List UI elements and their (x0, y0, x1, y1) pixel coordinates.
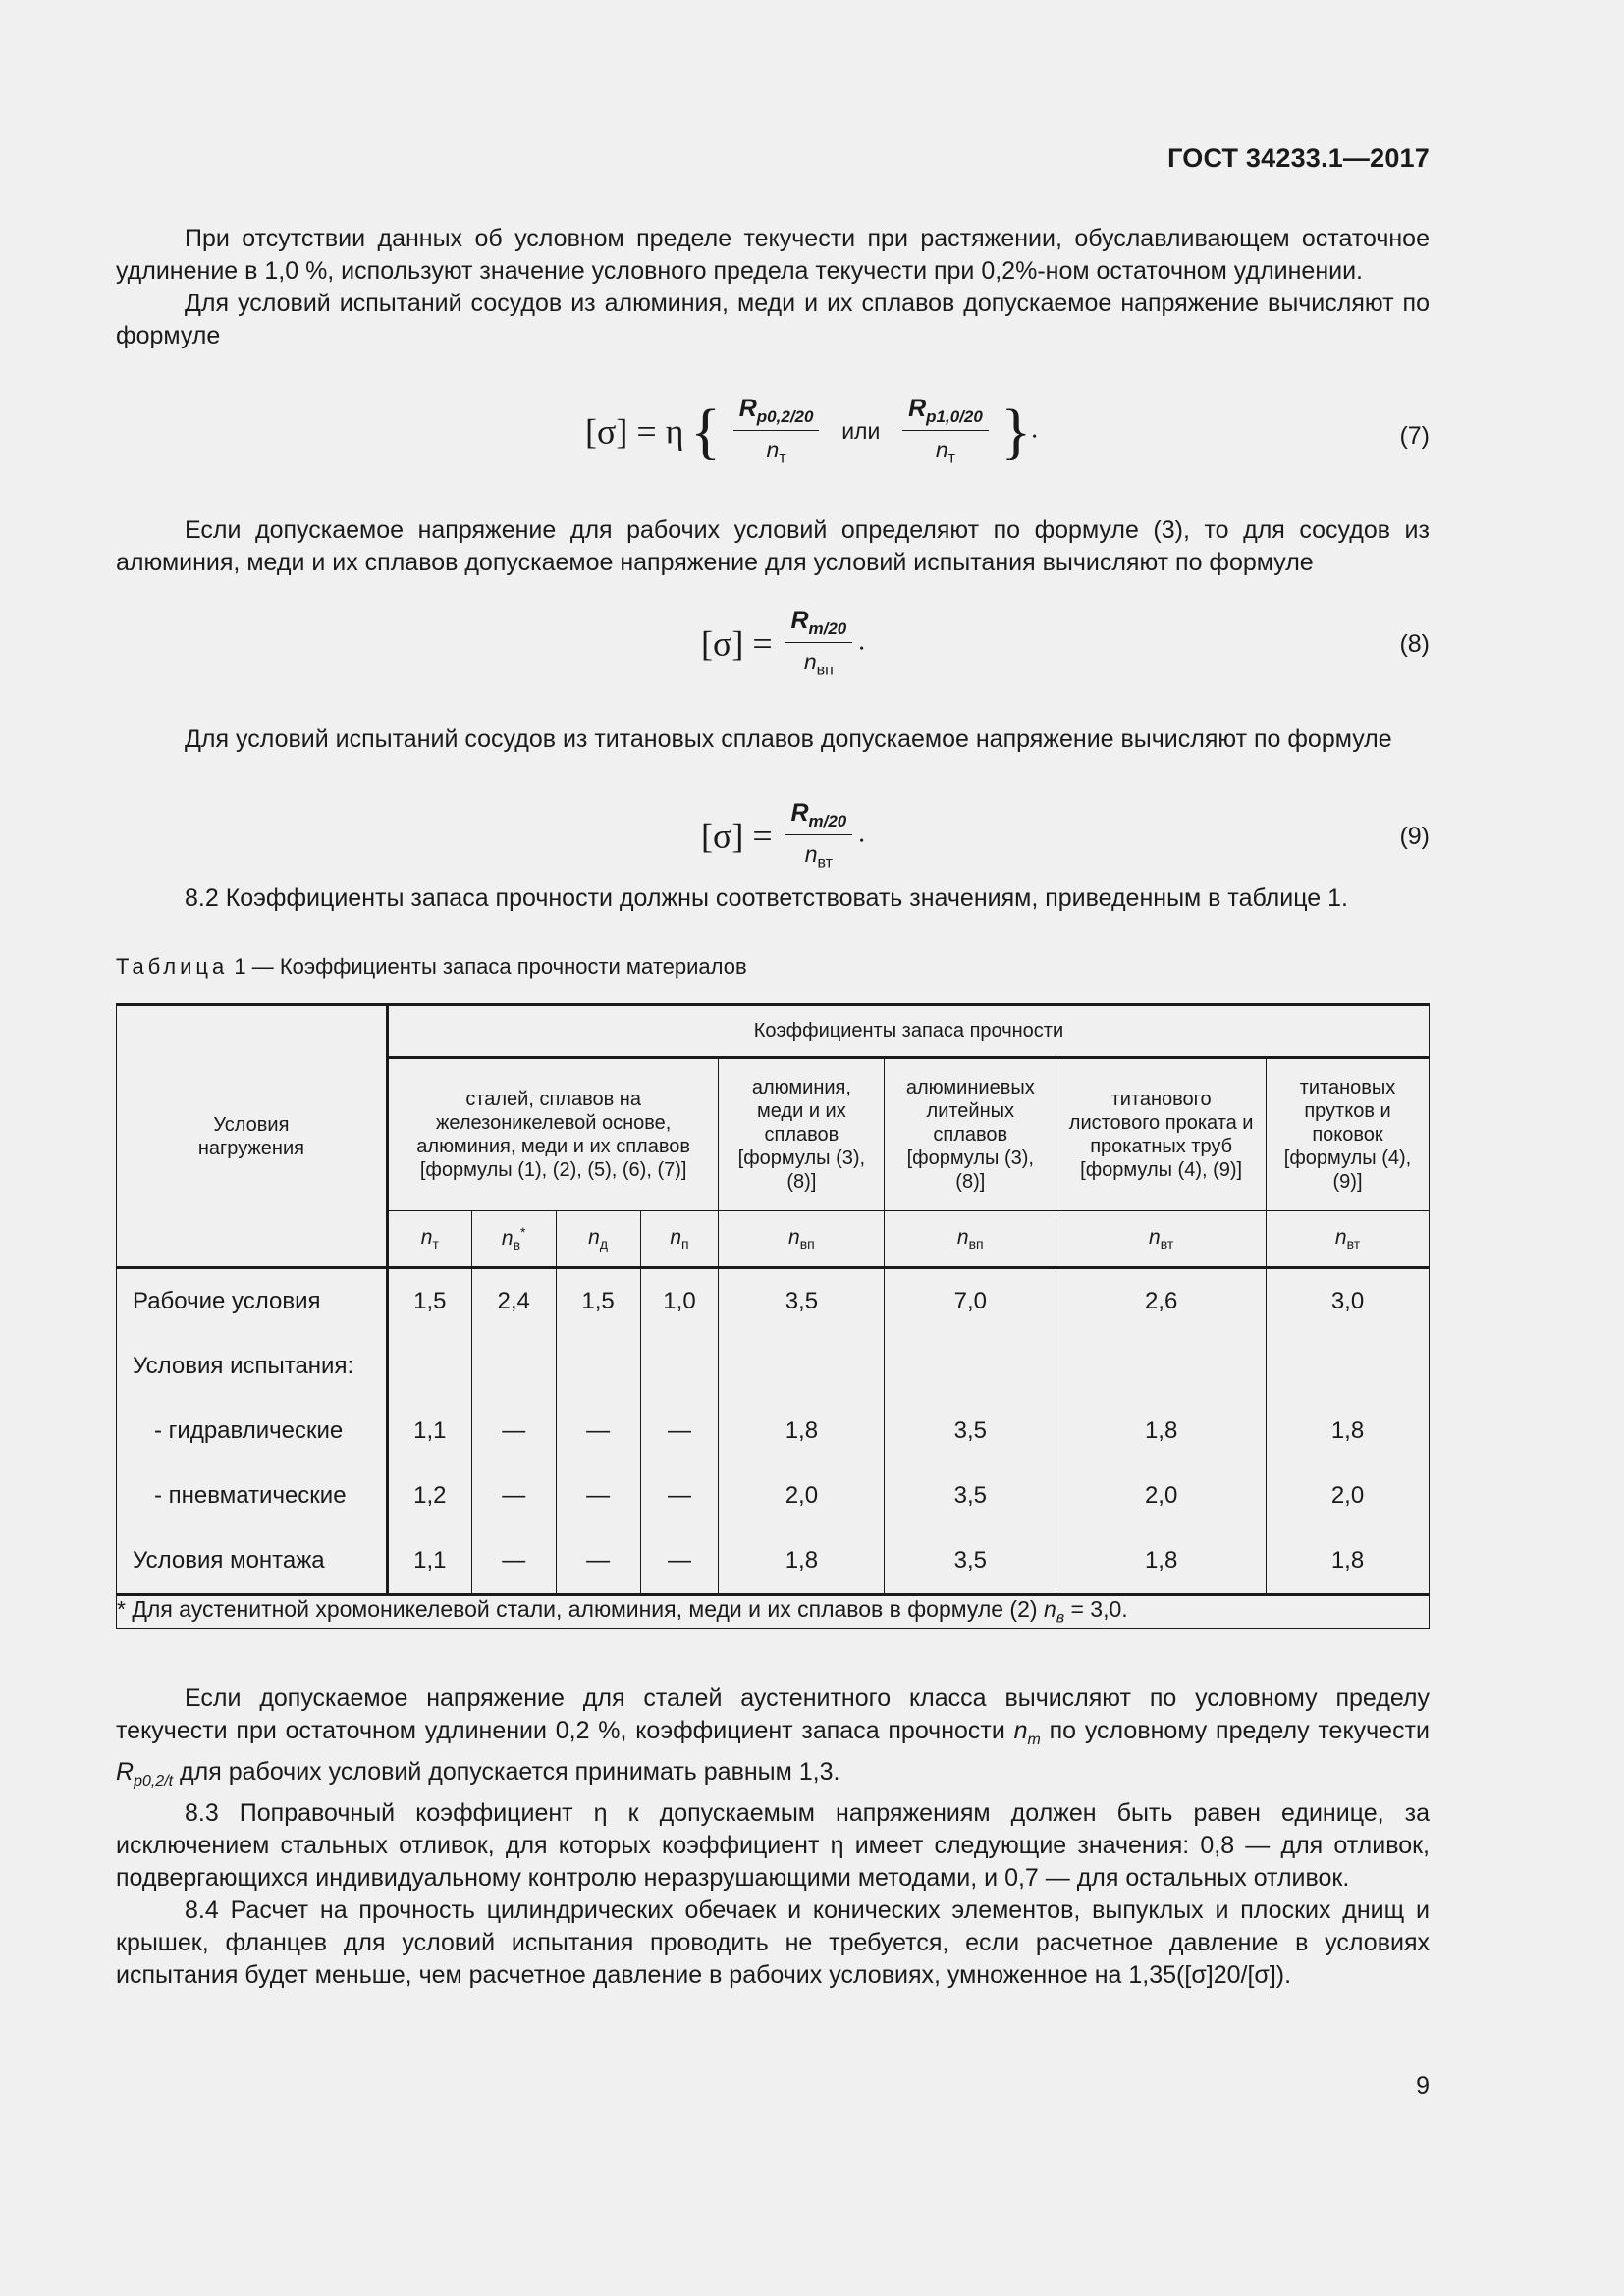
paragraph-4: Для условий испытаний сосудов из титановых сплавов допускаемое напряжение вычисляют по формуле (185, 725, 1392, 753)
equation-9: [σ] = $\frac{R_{m/20}}{n_{вт}}$ . (701, 799, 865, 872)
symbol-n-vt-2: $n_{вт}$ (1267, 1211, 1430, 1268)
header-group: Коэффициенты запаса прочности (387, 1005, 1429, 1058)
equation-7-number: (7) (1399, 422, 1430, 450)
eq7-fraction-2: $\frac{R_{p1,0/20}}{n_т}$ (902, 395, 989, 468)
eq7-or: или (841, 417, 881, 444)
table-footnote: * Для аустенитной хромоникелевой стали, алюминия, меди и их сплавов в формуле (2) $n_в = 3,0$. (117, 1595, 1430, 1629)
group-aluminium: алюминия, меди и их сплавов [формулы (3), (8)] (719, 1058, 885, 1211)
symbol-n-d: $n_д$ (556, 1211, 640, 1268)
paragraph-2: Для условий испытаний сосудов из алюминия, меди и их сплавов допускаемое напряжение вычисляют по формуле (116, 290, 1430, 349)
symbol-n-vp-2: $n_{вп}$ (885, 1211, 1056, 1268)
paragraph-6: Если допускаемое напряжение для сталей аустенитного класса вычисляют по условному пределу текучести при остаточном удлинении 0,2 %, коэффициент запаса прочности $n_т$ по условному пределу текучести $R_{p0,2/t}$ для рабочих условий допускается принимать равным 1,3. 8.3 Поправочный коэффициент η к допускаемым напряжениям должен быть равен единице, за исключением стальных отливок, для которых коэффициент η имеет следующие значения: 0,8 — для отливок, подвергающихся индивидуальному контролю неразрушающими методами, и 0,7 — для остальных отливок. 8.4 Расчет на прочность цилиндрических обечаек и конических элементов, выпуклых и плоских днищ и крышек, фланцев для условий испытания проводить не требуется, если расчетное давление в условиях испытания будет меньше, чем расчетное давление в рабочих условиях, умноженное на 1,35([σ]20/[σ]). (116, 1682, 1430, 1992)
standard-header: ГОСТ 34233.1—2017 (1167, 143, 1430, 173)
table-row: Условия испытания: (117, 1334, 1430, 1399)
paragraph-3: Если допускаемое напряжение для рабочих условий определяют по формуле (3), то для сосудов из алюминия, меди и их сплавов допускаемое напряжение для условий испытания вычисляют по формуле (116, 516, 1430, 576)
symbol-n-p: $n_п$ (640, 1211, 719, 1268)
table-row: - гидравлические 1,1 — — — 1,8 3,5 1,8 1,8 (117, 1399, 1430, 1464)
group-titanium-bars: титановых прутков и поковок [формулы (4), (9)] (1267, 1058, 1430, 1211)
paragraph-8: 8.4 Расчет на прочность цилиндрических обечаек и конических элементов, выпуклых и плоских днищ и крышек, фланцев для условий испытания проводить не требуется, если расчетное давление в условиях испытания будет меньше, чем расчетное давление в рабочих условиях, умноженное на 1,35([σ]20/[σ]). (116, 1896, 1430, 1989)
page-number: 9 (1416, 2072, 1430, 2100)
header-conditions: Условия нагружения (117, 1005, 388, 1268)
table-row: Условия монтажа 1,1 — — — 1,8 3,5 1,8 1,8 (117, 1528, 1430, 1595)
right-brace-icon: } (1001, 396, 1032, 466)
equation-7: [σ] = η { $\frac{R_{p0,2/20}}{n_т}$ или $\frac{R_{p1,0/20}}{n_т}$ }. (585, 395, 1039, 467)
symbol-n-vt-1: $n_{вт}$ (1056, 1211, 1267, 1268)
group-titanium-sheet: титанового листового проката и прокатных труб [формулы (4), (9)] (1056, 1058, 1267, 1211)
group-steel: сталей, сплавов на железоникелевой основе, алюминия, меди и их сплавов [формулы (1), (2), (5), (6), (7)] (387, 1058, 719, 1211)
symbol-n-vp-1: $n_{вп}$ (719, 1211, 885, 1268)
paragraph-5: 8.2 Коэффициенты запаса прочности должны соответствовать значениям, приведенным в таблице 1. (185, 884, 1348, 912)
equation-8: [σ] = $\frac{R_{m/20}}{n_{вп}}$ . (701, 607, 865, 679)
eq9-fraction: $\frac{R_{m/20}}{n_{вт}}$ (785, 799, 852, 873)
safety-factor-table (116, 1003, 1430, 1629)
group-cast-aluminium: алюминиевых литейных сплавов [формулы (3), (8)] (885, 1058, 1056, 1211)
paragraph-1: При отсутствии данных об условном пределе текучести при растяжении, обуславливающем остаточное удлинение в 1,0 %, используют значение условного предела текучести при 0,2%-ном остаточном удлинении. Для условий испытаний сосудов из алюминия, меди и их сплавов допускаемое напряжение вычисляют по формуле (116, 223, 1430, 352)
symbol-n-t: $n_т$ (387, 1211, 471, 1268)
eq8-fraction: $\frac{R_{m/20}}{n_{вп}}$ (785, 607, 852, 680)
equation-9-number: (9) (1399, 823, 1430, 850)
table-caption: Таблица 1 — Коэффициенты запаса прочности материалов (116, 954, 747, 979)
eq7-fraction-1: $\frac{R_{p0,2/20}}{n_т}$ (733, 395, 820, 468)
table-row: Рабочие условия 1,5 2,4 1,5 1,0 3,5 7,0 2,6 3,0 (117, 1268, 1430, 1335)
equation-8-number: (8) (1399, 630, 1430, 658)
left-brace-icon: { (690, 396, 721, 466)
table-row: - пневматические 1,2 — — — 2,0 3,5 2,0 2,0 (117, 1464, 1430, 1528)
eq7-lhs: [σ] = η (585, 411, 684, 452)
symbol-n-v: $n_в^*$ (471, 1211, 556, 1268)
paragraph-7: 8.3 Поправочный коэффициент η к допускаемым напряжениям должен быть равен единице, за исключением стальных отливок, для которых коэффициент η имеет следующие значения: 0,8 — для отливок, подвергающихся индивидуальному контролю неразрушающими методами, и 0,7 — для остальных отливок. (116, 1799, 1430, 1892)
